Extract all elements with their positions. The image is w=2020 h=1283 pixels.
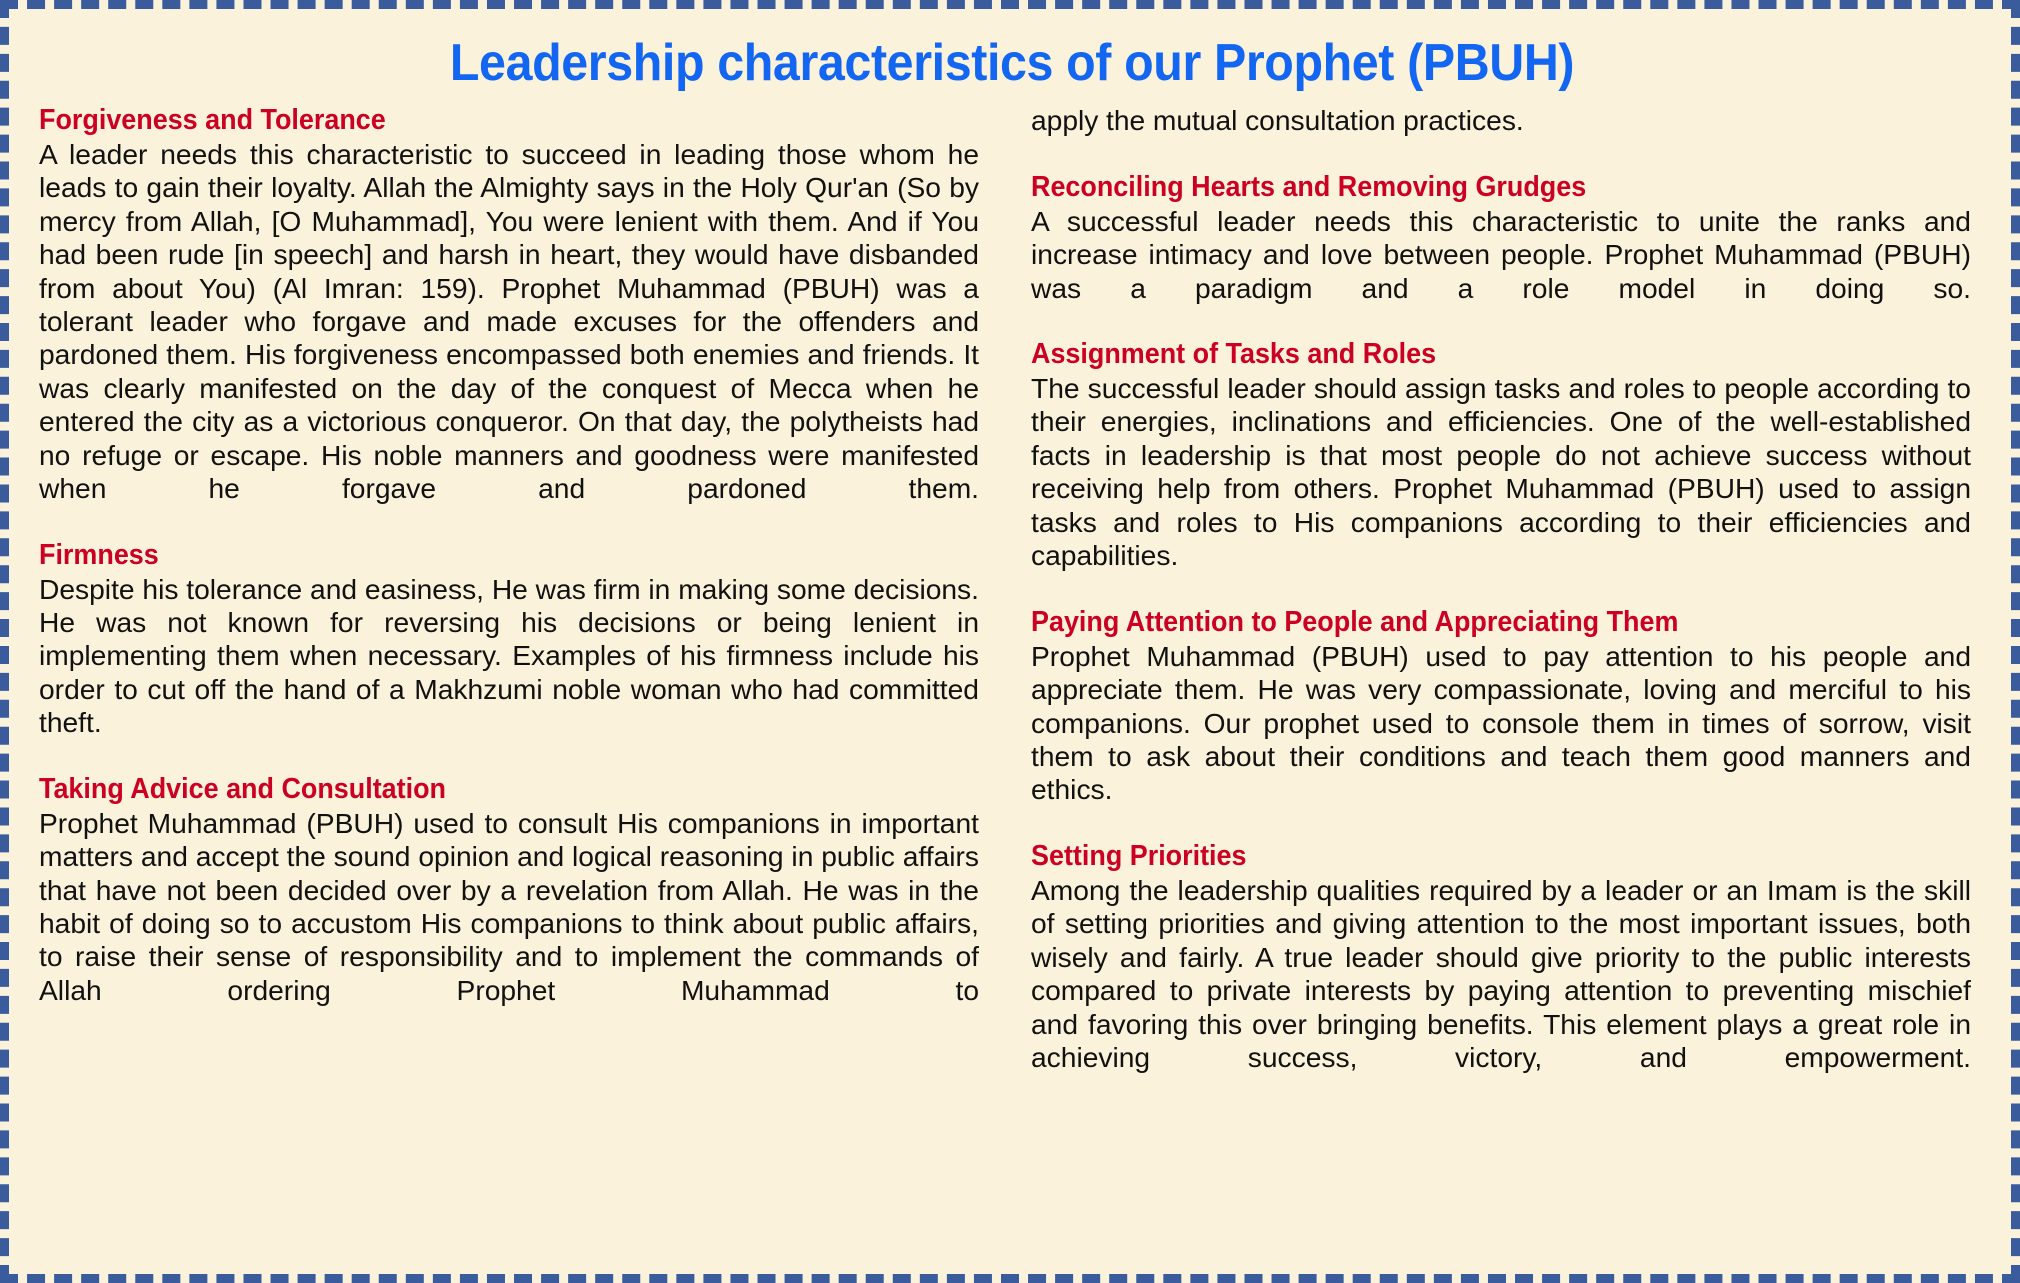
section-heading: Taking Advice and Consultation [39,772,447,805]
continuation-text: apply the mutual consultation practices. [1031,104,1524,137]
section-heading: Assignment of Tasks and Roles [1031,338,1437,371]
section-setting-priorities [1031,840,1971,1108]
section-heading: Firmness [39,538,159,571]
right-column [1031,104,1971,1108]
section-assignment-of-tasks-and-roles [1031,338,1971,606]
section-forgiveness-and-tolerance [39,104,979,539]
section-body: Prophet Muhammad (PBUH) used to pay attention to his people and appreciate them. He was very compassionate, loving and merciful to his companions. Our prophet used to console them in times of sorrow, visit them to ask about their conditions and teach them good manners and ethics. [1031,639,1971,806]
section-heading: Reconciling Hearts and Removing Grudges [1031,170,1587,203]
two-column-layout [39,104,1985,1108]
section-reconciling-hearts-and-removing-grudges [1031,171,1971,338]
section-body: A successful leader needs this characteristic to unite the ranks and increase intimacy and love between people. Prophet Muhammad (PBUH) was a paradigm and a role model in doing so. [1031,204,1971,304]
left-column [39,104,979,1040]
section-paying-attention-to-people-and-appreciating-them [1031,606,1971,840]
section-heading: Paying Attention to People and Appreciating Them [1031,605,1679,638]
section-body: Among the leadership qualities required by a leader or an Imam is the skill of setting priorities and giving attention to the most important issues, both wisely and fairly. A true leader should give priority to the public interests compared to private interests by paying attention to preventing mischief and favoring this over bringing benefits. This element plays a great role in achieving success, victory, and empowerment. [1031,873,1971,1073]
section-body: A leader needs this characteristic to succeed in leading those whom he leads to gain their loyalty. Allah the Almighty says in the Holy Qur'an (So by mercy from Allah, [O Muhammad], You were lenient with them. And if You had been rude [in speech] and harsh in heart, they would have disbanded from about You) (Al Imran: 159). Prophet Muhammad (PBUH) was a tolerant leader who forgave and made excuses for the offenders and pardoned them. His forgiveness encompassed both enemies and friends. It was clearly manifested on the day of the conquest of Mecca when he entered the city as a victorious conqueror. On that day, the polytheists had no refuge or escape. His noble manners and goodness were manifested when he forgave and pardoned them. [39,137,979,504]
section-heading: Forgiveness and Tolerance [39,104,386,137]
section-heading: Setting Priorities [1031,840,1247,873]
section-body: Despite his tolerance and easiness, He was firm in making some decisions. He was not known for reversing his decisions or being lenient in implementing them when necessary. Examples of his firmness include his order to cut off the hand of a Makhzumi noble woman who had committed theft. [39,572,979,739]
section-firmness [39,539,979,773]
page-title: Leadership characteristics of our Prophet (PBUH) [449,34,1575,92]
section-taking-advice-and-consultation [39,773,979,1041]
section-body: The successful leader should assign tasks and roles to people according to their energies, inclinations and efficiencies. One of the well-established facts in leadership is that most people do not achieve success without receiving help from others. Prophet Muhammad (PBUH) used to assign tasks and roles to His companions according to their efficiencies and capabilities. [1031,372,1971,572]
section-body: Prophet Muhammad (PBUH) used to consult His companions in important matters and accept the sound opinion and logical reasoning in public affairs that have not been decided over by a revelation from Allah. He was in the habit of doing so to accustom His companions to think about public affairs, to raise their sense of responsibility and to implement the commands of Allah ordering Prophet Muhammad to [39,806,979,1006]
